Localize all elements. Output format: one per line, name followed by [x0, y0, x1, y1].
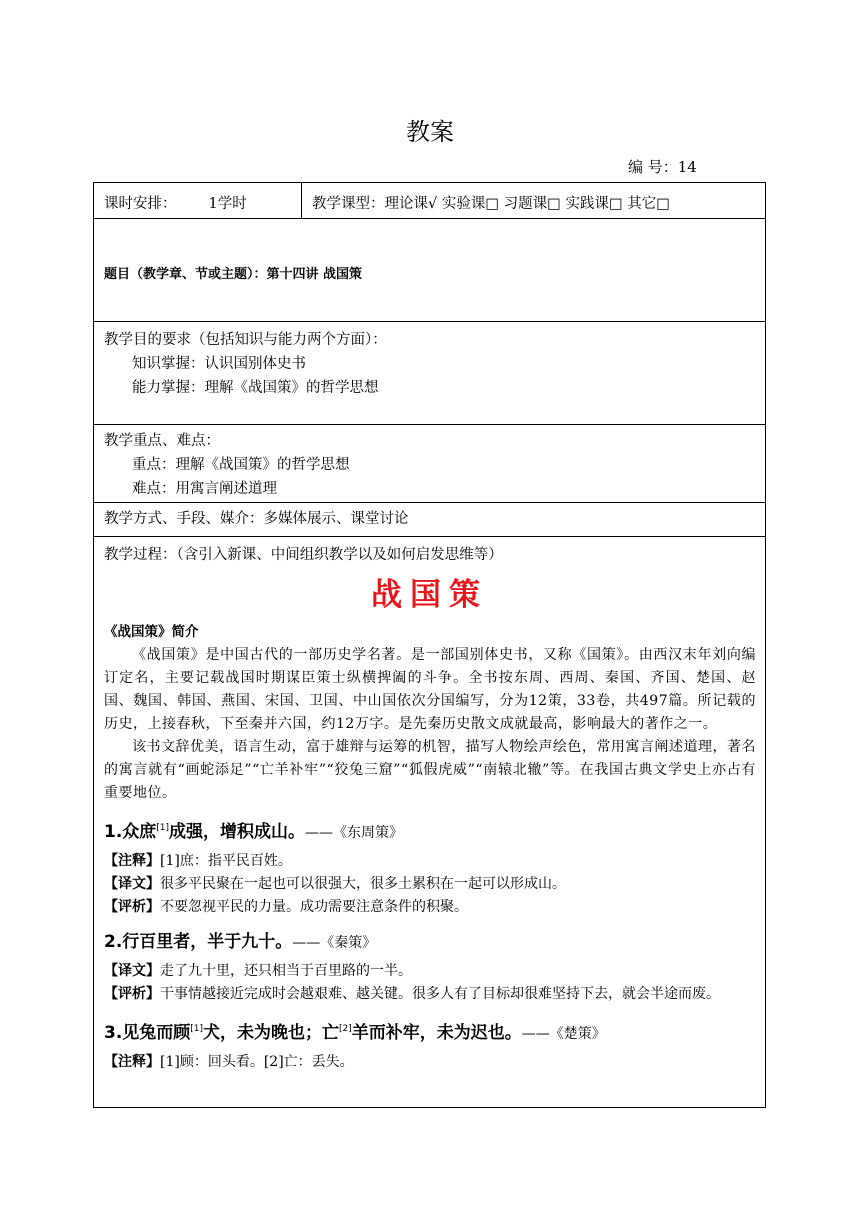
note-tag: 【注释】 — [104, 853, 160, 869]
schedule-label: 课时安排： — [104, 196, 177, 212]
keypoints-block — [104, 429, 350, 501]
quote-1-translation-text: 很多平民聚在一起也可以很强大，很多土累积在一起可以形成山。 — [160, 876, 566, 892]
intro-paragraph-2: 该书文辞优美，语言生动，富于雄辩与运筹的机智，描写人物绘声绘色，常用寓言阐述道理，著名的寓言就有“画蛇添足”“亡羊补牢”“狡兔三窟”“狐假虎威”“南辕北辙”等。在我国古典文学史上亦占有重要地位。 — [104, 739, 756, 801]
quote-3-footnote-mark-2: [2] — [339, 1024, 352, 1034]
course-type: 教学课型：理论课√ 实验课□ 习题课□ 实践课□ 其它□ — [312, 196, 670, 212]
analysis-tag: 【评析】 — [104, 899, 160, 915]
quote-1-part-b: 成强，增积成山。 — [169, 822, 306, 842]
objectives-block — [104, 328, 387, 400]
objective-knowledge: 知识掌握：认识国别体史书 — [132, 356, 306, 372]
quote-2-text: 2.行百里者，半于九十。 — [104, 932, 293, 952]
quote-3-part-a: 3.见兔而顾 — [104, 1023, 191, 1043]
big-title: 战国策 — [371, 577, 488, 613]
quote-1-analysis — [104, 896, 756, 919]
translation-tag: 【译文】 — [104, 963, 160, 979]
keypoints-row — [94, 425, 765, 503]
lesson-plan-table — [93, 182, 766, 1108]
serial-number: 编 号：14 — [628, 158, 697, 176]
keypoints-heading: 教学重点、难点： — [104, 433, 220, 449]
objectives-row — [94, 322, 765, 425]
quote-1-footnote-mark: [1] — [156, 823, 170, 833]
keypoint-difficult: 难点：用寓言阐述道理 — [132, 481, 277, 497]
quote-1 — [104, 815, 756, 846]
quote-3-part-b: 犬，未为晚也；亡 — [203, 1023, 340, 1043]
quote-1-note-text: [1]庶：指平民百姓。 — [160, 853, 292, 869]
schedule-value: 1学时 — [208, 196, 247, 212]
methods-text: 教学方式、手段、媒介：多媒体展示、课堂讨论 — [104, 511, 409, 527]
schedule-cell — [94, 183, 302, 218]
topic-row — [94, 219, 765, 322]
quote-3-note — [104, 1051, 756, 1074]
quote-2-analysis-text: 干事情越接近完成时会越艰难、越关键。很多人有了目标却很难坚持下去，就会半途而废。 — [160, 986, 720, 1002]
topic-text: 题目（教学章、节或主题）：第十四讲 战国策 — [104, 267, 363, 282]
quote-1-part-a: 1.众庶 — [104, 822, 157, 842]
quote-2-source: ——《秦策》 — [292, 935, 377, 951]
schedule-row — [94, 183, 765, 219]
quote-3-footnote-mark-1: [1] — [190, 1024, 204, 1034]
quote-3-source: ——《楚策》 — [521, 1026, 606, 1042]
intro-heading: 《战国策》简介 — [104, 624, 199, 640]
translation-tag: 【译文】 — [104, 876, 160, 892]
quote-1-source: ——《东周策》 — [305, 825, 404, 841]
objectives-heading: 教学目的要求（包括知识与能力两个方面）： — [104, 332, 387, 348]
page-title: 教案 — [406, 118, 454, 146]
quote-2-translation — [104, 960, 756, 983]
quote-2-analysis — [104, 983, 756, 1006]
quote-3-note-text: [1]顾：回头看。[2]亡：丢失。 — [160, 1054, 354, 1070]
quote-2-translation-text: 走了九十里，还只相当于百里路的一半。 — [160, 963, 412, 979]
process-heading: 教学过程：（含引入新课、中间组织教学以及如何启发思维等） — [104, 547, 503, 563]
quote-1-translation — [104, 873, 756, 896]
intro-paragraph-1: 《战国策》是中国古代的一部历史学名著。是一部国别体史书，又称《国策》。由西汉末年刘向编订定名，主要记载战国时期谋臣策士纵横捭阖的斗争。全书按东周、西周、秦国、齐国、楚国、赵国、魏国、韩国、燕国、宋国、卫国、中山国依次分国编写，分为12策，33卷，共497篇。所记载的历史，上接春秋，下至秦并六国，约12万字。是先秦历史散文成就最高，影响最大的著作之一。 — [104, 647, 756, 732]
methods-row — [94, 503, 765, 537]
quote-3 — [104, 1016, 756, 1047]
quote-3-part-c: 羊而补牢，未为迟也。 — [351, 1023, 522, 1043]
quote-1-note — [104, 850, 756, 873]
objective-ability: 能力掌握：理解《战国策》的哲学思想 — [132, 380, 379, 396]
quote-1-analysis-text: 不要忽视平民的力量。成功需要注意条件的积聚。 — [160, 899, 468, 915]
quote-2 — [104, 929, 756, 956]
analysis-tag: 【评析】 — [104, 986, 160, 1002]
note-tag: 【注释】 — [104, 1054, 160, 1070]
process-content — [104, 621, 756, 1074]
keypoint-key: 重点：理解《战国策》的哲学思想 — [132, 457, 350, 473]
